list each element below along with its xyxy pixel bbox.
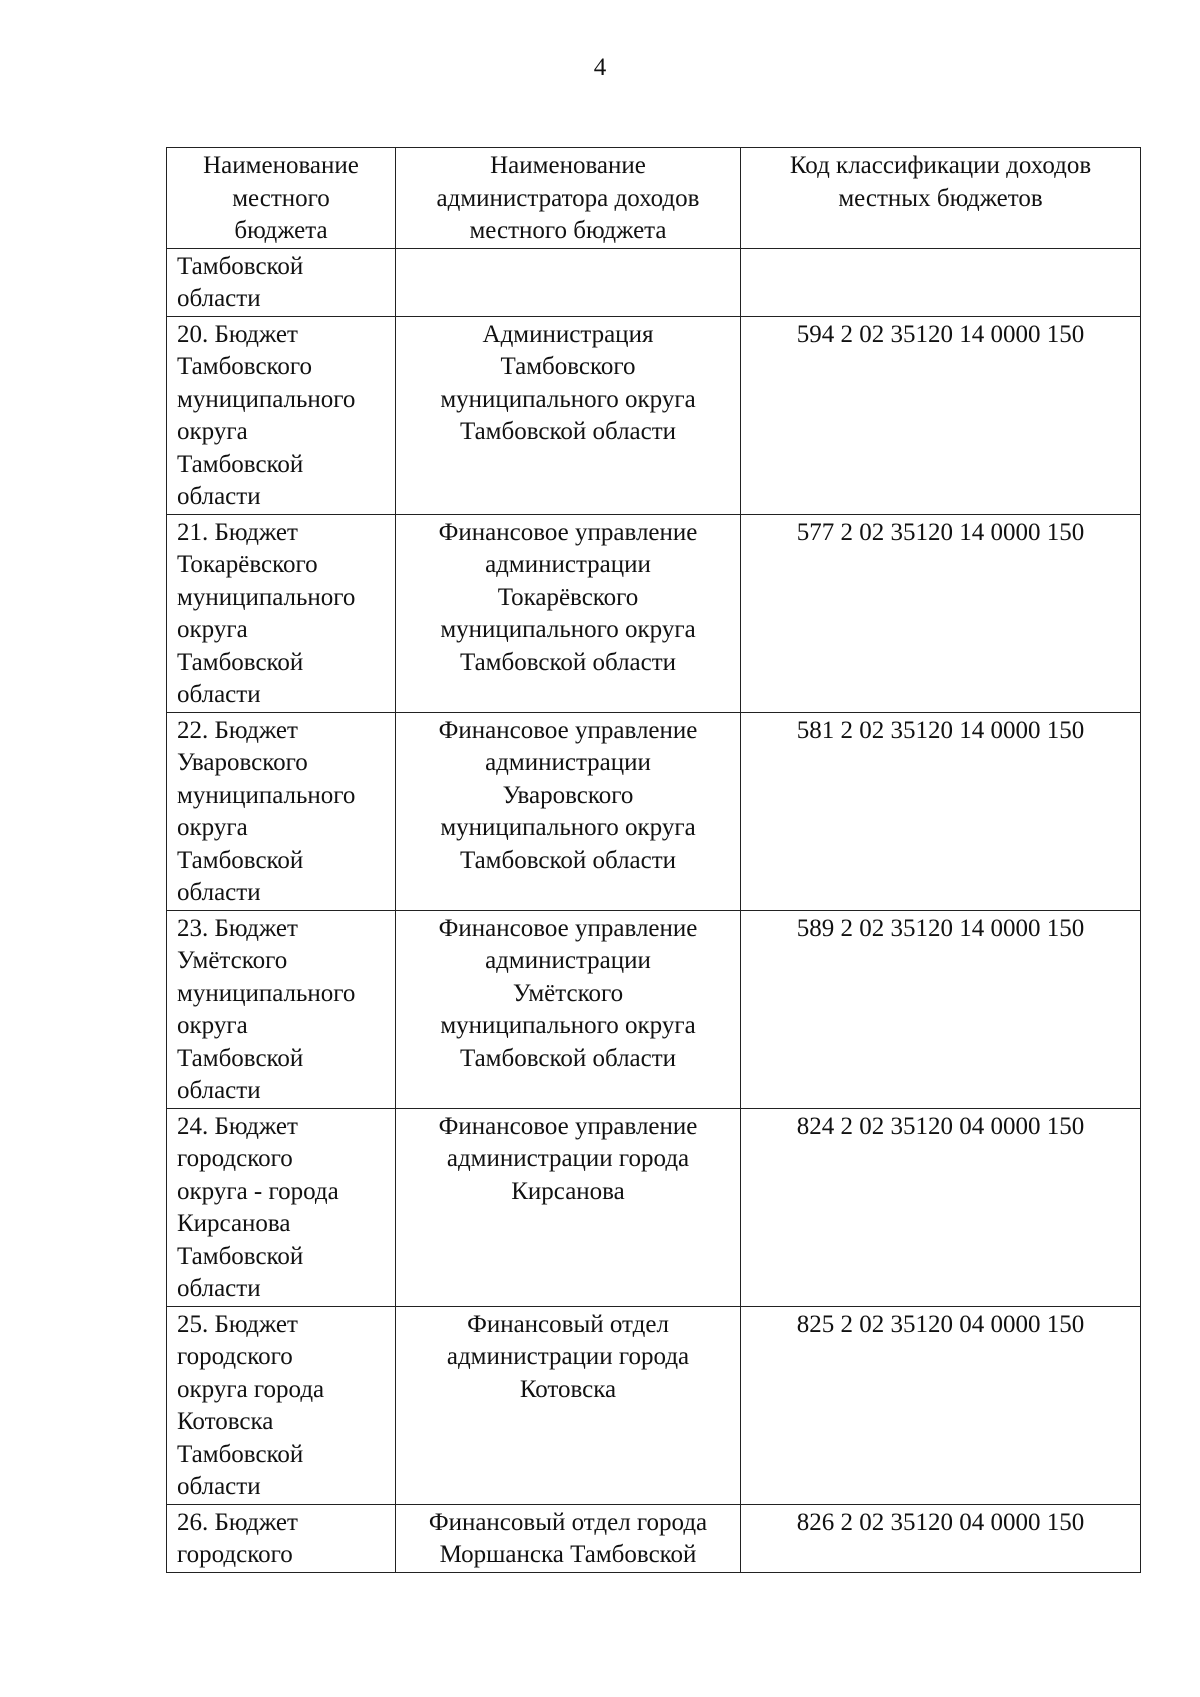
administrator-name-cell: Администрация Тамбовского муниципального округа Тамбовской области: [396, 316, 741, 514]
table-row: [167, 514, 1141, 712]
administrator-name-cell: [396, 248, 741, 316]
table-row: [167, 1504, 1141, 1572]
classification-code-cell: 589 2 02 35120 14 0000 150: [741, 910, 1141, 1108]
budget-name-cell: 22. Бюджет Уваровского муниципального округа Тамбовской области: [167, 712, 396, 910]
classification-code-cell: 825 2 02 35120 04 0000 150: [741, 1306, 1141, 1504]
budget-name-cell: 20. Бюджет Тамбовского муниципального округа Тамбовской области: [167, 316, 396, 514]
administrator-name-cell: Финансовый отдел администрации города Котовска: [396, 1306, 741, 1504]
header-budget-name: Наименование местного бюджета: [167, 148, 396, 249]
administrator-name-cell: Финансовое управление администрации Умётского муниципального округа Тамбовской области: [396, 910, 741, 1108]
budget-name-cell: 23. Бюджет Умётского муниципального округа Тамбовской области: [167, 910, 396, 1108]
classification-code-cell: 826 2 02 35120 04 0000 150: [741, 1504, 1141, 1572]
budget-name-cell: 21. Бюджет Токарёвского муниципального округа Тамбовской области: [167, 514, 396, 712]
classification-code-cell: 824 2 02 35120 04 0000 150: [741, 1108, 1141, 1306]
table-row: [167, 712, 1141, 910]
budget-name-cell: Тамбовской области: [167, 248, 396, 316]
table-header-row: [167, 148, 1141, 249]
table-row: [167, 910, 1141, 1108]
table-row: [167, 248, 1141, 316]
budget-name-cell: 26. Бюджет городского: [167, 1504, 396, 1572]
table-row: [167, 316, 1141, 514]
administrator-name-cell: Финансовое управление администрации города Кирсанова: [396, 1108, 741, 1306]
classification-code-cell: [741, 248, 1141, 316]
classification-code-cell: 581 2 02 35120 14 0000 150: [741, 712, 1141, 910]
table-row: [167, 1306, 1141, 1504]
administrator-name-cell: Финансовое управление администрации Токарёвского муниципального округа Тамбовской области: [396, 514, 741, 712]
budget-name-cell: 24. Бюджет городского округа - города Кирсанова Тамбовской области: [167, 1108, 396, 1306]
administrator-name-cell: Финансовое управление администрации Уваровского муниципального округа Тамбовской области: [396, 712, 741, 910]
administrator-name-cell: Финансовый отдел города Моршанска Тамбовской: [396, 1504, 741, 1572]
budget-table: [166, 147, 1141, 1573]
table-body: [167, 248, 1141, 1572]
header-admin-name: Наименование администратора доходов местного бюджета: [396, 148, 741, 249]
classification-code-cell: 577 2 02 35120 14 0000 150: [741, 514, 1141, 712]
page-number: 4: [593, 54, 607, 81]
table-row: [167, 1108, 1141, 1306]
classification-code-cell: 594 2 02 35120 14 0000 150: [741, 316, 1141, 514]
header-code: Код классификации доходов местных бюджетов: [741, 148, 1141, 249]
budget-name-cell: 25. Бюджет городского округа города Котовска Тамбовской области: [167, 1306, 396, 1504]
